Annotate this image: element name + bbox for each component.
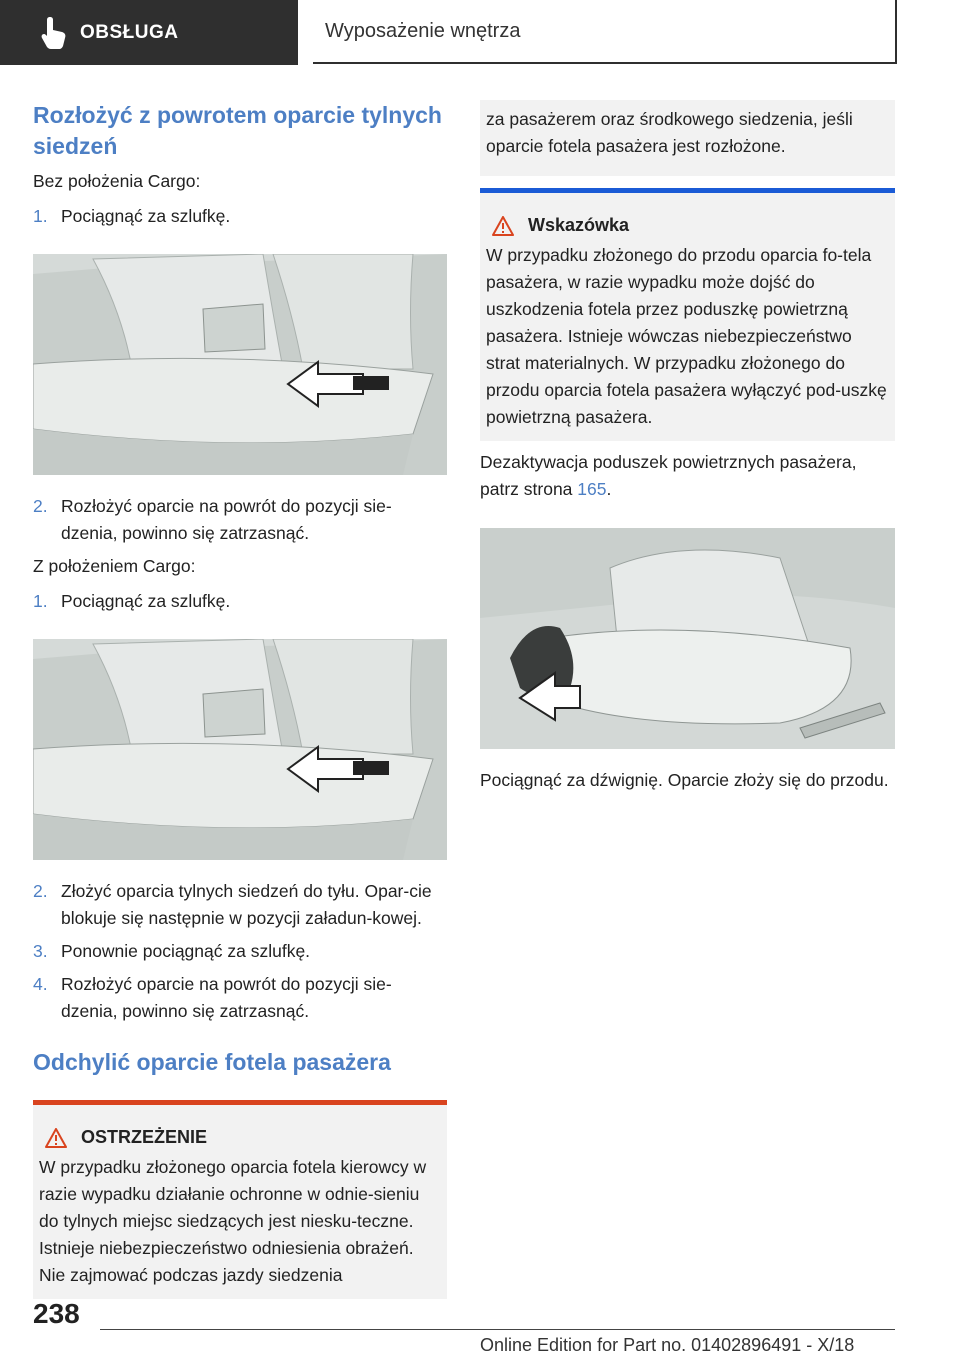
note-box xyxy=(480,188,895,441)
hand-pointer-icon xyxy=(34,13,74,53)
heading-passenger-backrest: Odchylić oparcie fotela pasażera xyxy=(33,1049,391,1075)
list-item: 1. Pociągnąć za szlufkę. xyxy=(33,206,231,226)
left-column xyxy=(33,100,447,1299)
section-label: OBSŁUGA xyxy=(80,21,179,43)
page-number: 238 xyxy=(33,1298,80,1329)
steps-with-cargo-cont xyxy=(33,878,447,1025)
list-item: 2. Rozłożyć oparcie na powrót do pozycji sie‐dzenia, powinno się zatrzasnąć. xyxy=(33,496,392,543)
steps-with-cargo xyxy=(33,588,447,615)
warning-text-continued: za pasażerem oraz środkowego siedzenia, jeśli oparcie fotela pasażera jest rozłożone. xyxy=(486,109,853,156)
warning-box-continued xyxy=(480,100,895,176)
list-item: 3. Ponownie pociągnąć za szlufkę. xyxy=(33,941,311,961)
heading-fold-back-rear-seats: Rozłożyć z powrotem oparcie tylnych siedzeń xyxy=(33,102,442,159)
footer-edition: Online Edition for Part no. 01402896491 - X/18 xyxy=(480,1335,855,1355)
footer-divider xyxy=(100,1329,895,1330)
warning-box xyxy=(33,1100,447,1299)
chapter-title: Wyposażenie wnętrza xyxy=(325,19,521,42)
warning-title: OSTRZEŻENIE xyxy=(81,1127,208,1147)
note-title: Wskazówka xyxy=(528,215,630,235)
warning-triangle-icon xyxy=(45,1128,67,1148)
list-item: 4. Rozłożyć oparcie na powrót do pozycji sie‐dzenia, powinno się zatrzasnąć. xyxy=(33,974,392,1021)
steps-without-cargo-cont xyxy=(33,493,447,547)
rear-seat-strap-illustration-2 xyxy=(33,639,447,860)
airbag-reference: Dezaktywacja poduszek powietrznych pasażera, patrz strona 165. xyxy=(480,452,857,499)
page-link[interactable]: 165 xyxy=(577,479,607,499)
warning-text: W przypadku złożonego oparcia fotela kierowcy w razie wypadku działanie ochronne w odnie‐sieniu do tylnych miejsc siedzących jest niesku‐teczne. Istnieje niebezpieczeństwo odniesienia obrażeń. Nie zajmować podczas jazdy siedzenia xyxy=(39,1157,427,1285)
intro-with-cargo: Z położeniem Cargo: xyxy=(33,556,196,576)
list-item: 1. Pociągnąć za szlufkę. xyxy=(33,591,231,611)
list-item: 2. Złożyć oparcia tylnych siedzeń do tyłu. Opar‐cie blokuje się następnie w pozycji załadun‐kowej. xyxy=(33,881,432,928)
right-column xyxy=(480,100,895,794)
passenger-seat-lever-illustration xyxy=(480,528,895,749)
note-text: W przypadku złożonego do przodu oparcia fo‐tela pasażera, w razie wypadku może dojść do uszkodzenia fotela przez poduszkę powietrzną pasażera. Istnieje wówczas niebezpieczeństwo strat materialnych. W przypadku złożonego do przodu oparcia fotela pasażera wyłączyć pod‐uszkę powietrzną pasażera. xyxy=(486,245,887,427)
rear-seat-strap-illustration xyxy=(33,254,447,475)
pull-lever-text: Pociągnąć za dźwignię. Oparcie złoży się do przodu. xyxy=(480,770,889,790)
steps-without-cargo xyxy=(33,203,447,230)
chapter-header xyxy=(313,0,897,64)
warning-triangle-icon xyxy=(492,216,514,236)
intro-without-cargo: Bez położenia Cargo: xyxy=(33,171,201,191)
section-tab[interactable] xyxy=(0,0,298,65)
